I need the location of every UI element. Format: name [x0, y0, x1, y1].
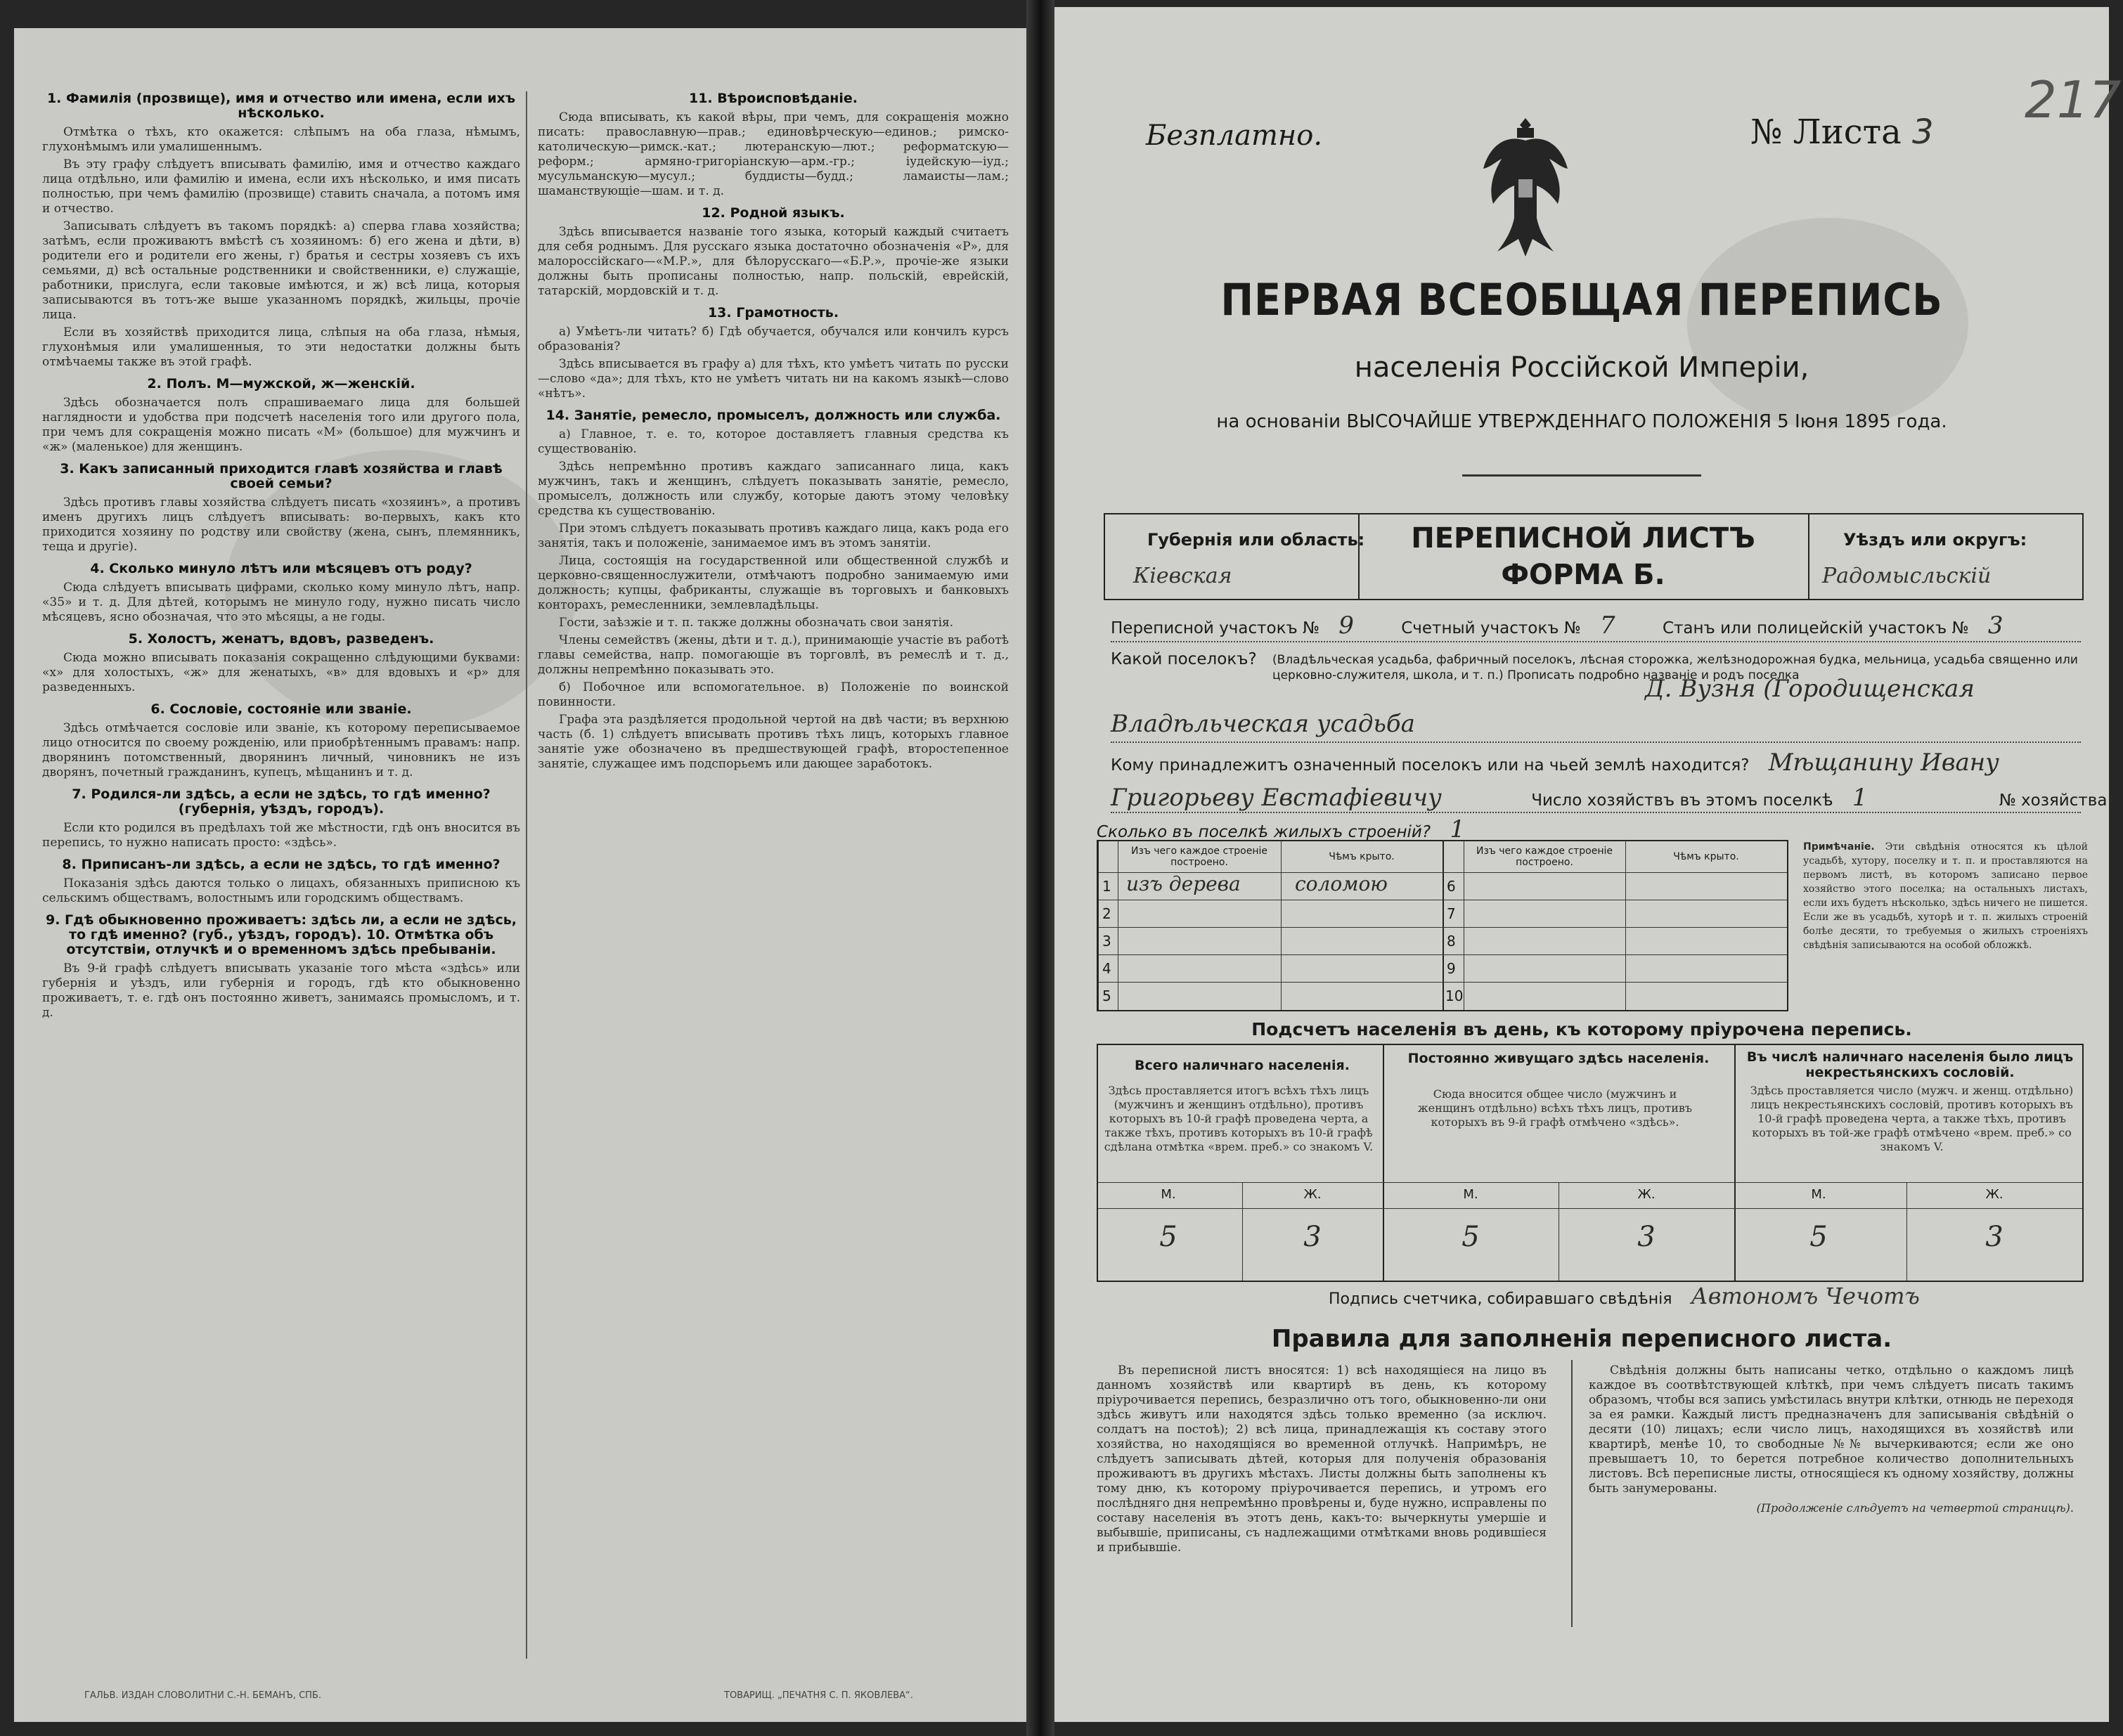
column-divider — [526, 91, 527, 1659]
instruction-paragraph: При этомъ слѣдуетъ показывать противъ каждаго лица, какъ рода его занятія, такъ и положеніе, занимаемое имъ въ этомъ занятіи. — [538, 522, 1009, 550]
row-number: 2 — [1102, 905, 1111, 922]
instruction-paragraph: а) Главное, т. е. то, которое доставляетъ главныя средства къ существованію. — [538, 427, 1009, 456]
instruction-heading: 11. Вѣроисповѣданіе. — [688, 91, 858, 106]
building-1-roof: соломою — [1295, 872, 1388, 895]
female-label: Ж. — [1985, 1187, 2003, 1202]
instruction-paragraph: Члены семействъ (жены, дѣти и т. д.), принимающіе участіе въ работѣ главы семейства, напр. помогающіе въ торговлѣ, въ ремеслѣ и т. д., должны непремѣнно показывать это. — [538, 633, 1009, 677]
present-female-count: 3 — [1303, 1221, 1322, 1253]
instruction-paragraph: Если кто родился въ предѣлахъ той же мѣстности, гдѣ онъ вносится въ перепись, то нужно написать просто: «здѣсь». — [42, 821, 520, 850]
roof-header: Чѣмъ крыто. — [1673, 851, 1739, 862]
table-row-line — [1098, 1182, 2082, 1183]
census-area-row — [1111, 611, 2003, 640]
row-number: 5 — [1102, 987, 1111, 1004]
instruction-paragraph: б) Побочное или вспомогательное. в) Положеніе по воинской повинности. — [538, 680, 1009, 709]
instruction-paragraph: Здѣсь непремѣнно противъ каждаго записаннаго лица, какъ мужчинъ, такъ и женщинъ, слѣдуетъ показывать занятіе, ремесло, промыселъ, должность или службу, которые даютъ этому человѣку средства къ существованію. — [538, 460, 1009, 518]
instructions-page — [14, 28, 1028, 1722]
table-col-line — [1734, 1045, 1736, 1281]
instructions-column-left — [42, 84, 520, 1023]
table-row-line — [1443, 927, 1787, 928]
instruction-heading: 14. Занятіе, ремесло, промыселъ, должность или служба. — [546, 408, 1001, 423]
census-title: ПЕРВАЯ ВСЕОБЩАЯ ПЕРЕПИСЬ — [1220, 274, 1943, 325]
row-number: 8 — [1447, 933, 1456, 950]
instruction-paragraph: Если въ хозяйствѣ приходится лица, слѣпыя на оба глаза, нѣмыя, глухонѣмыя или умалишенныя, то эти недостатки должны быть отмѣчаемы также въ этой графѣ. — [42, 325, 520, 369]
instruction-heading: 2. Полъ. М—мужской, ж—женскій. — [147, 376, 415, 391]
count-area-value: 7 — [1600, 611, 1615, 640]
table-row-line — [1098, 1208, 2082, 1209]
instruction-paragraph: Здѣсь противъ главы хозяйства слѣдуетъ писать «хозяинъ», а противъ именъ другихъ лицъ слѣдуетъ вписывать: во-первыхъ, какъ кто приходится хозяину по родству или свойству (жена, сынъ, племянникъ, теща и другіе). — [42, 495, 520, 554]
row-number: 10 — [1445, 987, 1464, 1004]
table-row-line — [1098, 927, 1443, 928]
instruction-heading: 3. Какъ записанный приходится главѣ хозяйства и главѣ своей семьи? — [60, 461, 503, 491]
dotted-line — [1111, 812, 2081, 813]
instruction-paragraph: Сюда слѣдуетъ вписывать цифрами, сколько кому минуло лѣтъ, напр. «35» и т. д. Для дѣтей, которымъ не минуло году, нужно писать число мѣсяцевъ, ясно обозначая, что это мѣсяцы, а не годы. — [42, 581, 520, 624]
instruction-heading: 8. Приписанъ-ли здѣсь, а если не здѣсь, то гдѣ именно? — [62, 857, 501, 872]
instruction-paragraph: Сюда вписывать, къ какой вѣры, при чемъ, для сокращенія можно писать: православную—прав.; единовѣрческую—единов.; римско-католическую—римск.-кат.; лютеранскую—лют.; реформатскую—реформ.; армяно-григоріанскую—арм.-гр.; іудейскую—іуд.; мусульманскую—мусул.; буддисты—будд.; ламаисты—лам.; шаманствующіе—шам. и т. д. — [538, 110, 1009, 198]
printer-imprint-right: ТОВАРИЩ. „ПЕЧАТНЯ С. П. ЯКОВЛЕВА“. — [724, 1690, 913, 1701]
rules-title: Правила для заполненія переписного листа. — [1271, 1325, 1892, 1353]
instruction-paragraph: Сюда можно вписывать показанія сокращенно слѣдующими буквами: «х» для холостыхъ, «ж» для женатыхъ, «в» для вдовыхъ и «р» для разведенныхъ. — [42, 651, 520, 694]
owner-value: Мѣщанину Ивану — [1768, 749, 1999, 777]
table-border — [1098, 841, 1099, 1010]
settlement-value-line-2: Владѣльческая усадьба — [1111, 710, 1415, 738]
signature-value: Автономъ Чечотъ — [1691, 1283, 1920, 1309]
instruction-paragraph: Гости, заѣзжіе и т. п. также должны обозначать свои занятія. — [559, 616, 954, 630]
printer-imprint-left: ГАЛЬВ. ИЗДАН СЛОВОЛИТНИ С.-Н. БЕМАНЪ, СПБ. — [84, 1690, 321, 1701]
table-col-line — [1383, 1045, 1384, 1281]
material-header: Изъ чего каждое строеніе построено. — [1130, 846, 1268, 868]
instruction-paragraph: Отмѣтка о тѣхъ, кто окажется: слѣпымъ на оба глаза, нѣмымъ, глухонѣмымъ или умалишеннымъ. — [42, 125, 520, 154]
form-title-line-1: ПЕРЕПИСНОЙ ЛИСТЪ — [1411, 522, 1755, 555]
table-col-line — [1281, 841, 1282, 1010]
present-population-body: Здѣсь проставляется итогъ всѣхъ тѣхъ лицъ (мужчинъ и женщинъ отдѣльно), противъ которыхъ въ 10-й графѣ проведена черта, а также тѣхъ, противъ которыхъ въ 10-й графѣ сдѣлана отмѣтка «врем. преб.» со знакомъ V. — [1104, 1084, 1374, 1153]
roof-header: Чѣмъ крыто. — [1329, 851, 1395, 862]
instruction-paragraph: Записывать слѣдуетъ въ такомъ порядкѣ: а) сперва глава хозяйства; затѣмъ, если проживаютъ вмѣстѣ съ хозяиномъ: б) его жена и дѣти, в) родители его и родители его жены, г) братья и сестры хозяевъ съ ихъ семьями, д) всѣ остальные родственники и свойственники, е) служащіе, работники, прислуга, если таковые имѣются, и ж) всѣ лица, которыя записываются въ тотъ-же выше указанномъ порядкѣ, жильцы, прочіе лица. — [42, 219, 520, 322]
form-header-divider — [1808, 514, 1809, 599]
rules-continuation-note: (Продолженіе слѣдуетъ на четвертой страницѣ). — [1756, 1501, 2074, 1515]
non-peasant-male-count: 5 — [1809, 1221, 1828, 1253]
buildings-row — [1097, 815, 1465, 843]
police-area-value: 3 — [1987, 611, 2003, 640]
row-number: 1 — [1102, 878, 1111, 895]
settlement-value-line-1: Д. Вузня (Городищенская — [1645, 675, 1975, 703]
settlement-value — [1645, 675, 1975, 703]
free-label: Безплатно. — [1146, 119, 1323, 152]
resident-population-body: Сюда вносится общее число (мужчинъ и женщинъ отдѣльно) всѣхъ тѣхъ лицъ, противъ которыхъ въ 9-й графѣ отмѣчено «здѣсь». — [1417, 1087, 1693, 1129]
row-number: 7 — [1447, 905, 1456, 922]
form-header-divider — [1358, 514, 1360, 599]
instruction-heading: 12. Родной языкъ. — [702, 205, 845, 221]
row-number: 3 — [1102, 933, 1111, 950]
book-gutter — [1026, 0, 1054, 1736]
count-area-label: Счетный участокъ № — [1401, 619, 1581, 637]
sheet-number-value: 3 — [1912, 112, 1934, 152]
dotted-line — [1111, 741, 2081, 743]
table-col-line — [1625, 841, 1626, 1010]
archive-page-number: 217 — [2025, 70, 2122, 129]
instruction-heading: 9. Гдѣ обыкновенно проживаетъ: здѣсь ли, а если не здѣсь, то гдѣ именно? (губ., уѣздъ, городъ). 10. Отмѣтка объ отсутствіи, отлучкѣ и о временномъ здѣсь пребываніи. — [46, 912, 517, 957]
instruction-heading: 6. Сословіе, состояніе или званіе. — [150, 701, 412, 717]
table-border — [1443, 841, 1444, 1010]
census-legal-basis: на основаніи ВЫСОЧАЙШЕ УТВЕРЖДЕННАГО ПОЛОЖЕНІЯ 5 Іюня 1895 года. — [1216, 411, 1947, 432]
female-label: Ж. — [1637, 1187, 1656, 1202]
table-row-line — [1443, 872, 1787, 873]
double-headed-eagle-emblem-icon — [1476, 112, 1575, 260]
rules-left-text: Въ переписной листъ вносятся: 1) всѣ находящіеся на лицо въ данномъ хозяйствѣ или квартирѣ въ день, къ которому пріурочивается перепись, безразлично отъ того, обыкновенно-ли они здѣсь живутъ или находятся здѣсь только временно (за исключ. солдатъ на постоѣ); 2) всѣ лица, принадлежащія къ составу этого хозяйства, но находящіяся во временной отлучкѣ. Напримѣръ, не слѣдуетъ записывать дѣтей, которыя для полученія образованія проживаютъ въ другихъ мѣстахъ. Листы должны быть заполнены къ тому дню, къ которому пріурочивается перепись, и утромъ его послѣдняго дня непремѣнно провѣрены и, буде нужно, исправлены по составу населенія въ этотъ день, какъ-то: вычеркнуты умершіе и выбывшіе, приписаны, съ надлежащими отмѣтками вновь родившіеся и прибывшіе. — [1097, 1363, 1547, 1555]
row-number: 6 — [1447, 878, 1456, 895]
owner-row — [1111, 749, 1999, 777]
table-row-line — [1098, 954, 1443, 955]
instruction-paragraph: Графа эта раздѣляется продольной чертой на двѣ части; въ верхнюю часть (б. 1) слѣдуетъ вписывать противъ тѣхъ лицъ, которыхъ главное занятіе уже обозначено въ предшествующей графѣ, второстепенное занятіе, служащее имъ подспорьемъ или дающее заработокъ. — [538, 713, 1009, 771]
census-area-value: 9 — [1338, 611, 1354, 640]
households-label: Число хозяйствъ въ этомъ поселкѣ — [1531, 791, 1833, 810]
instruction-paragraph: Въ 9-й графѣ слѣдуетъ вписывать указаніе того мѣста «здѣсь» или губернія и уѣздъ, или губернія и городъ, гдѣ кто обыкновенно проживаетъ, т. е. гдѣ онъ постоянно живетъ, занимаясь промысломъ, и т. д. — [42, 961, 520, 1020]
male-label: М. — [1811, 1187, 1826, 1202]
present-male-count: 5 — [1159, 1221, 1177, 1253]
settlement-hint: (Владѣльческая усадьба, фабричный поселокъ, лѣсная сторожка, желѣзнодорожная будка, мельница, усадьба священно или церковно-служителя, школа, и т. п.) Прописать подробно названіе и родъ поселка — [1272, 653, 2078, 682]
male-label: М. — [1161, 1187, 1176, 1202]
province-label: Губернія или область: — [1147, 530, 1365, 550]
non-peasant-body: Здѣсь проставляется число (мужч. и женщ. отдѣльно) лицъ некрестьянскихъ сословій, противъ которыхъ въ 10-й графѣ проведена черта, а также тѣхъ, противъ которыхъ въ той-же графѣ отмѣчено «врем. преб.» со знакомъ V. — [1750, 1084, 2074, 1153]
province-value: Кіевская — [1133, 564, 1232, 588]
census-area-label: Переписной участокъ № — [1111, 619, 1319, 637]
row-number: 4 — [1102, 960, 1111, 977]
buildings-table-left-half — [1098, 841, 1443, 1010]
table-row-line — [1443, 954, 1787, 955]
table-row-line — [1443, 982, 1787, 983]
non-peasant-header: Въ числѣ наличнаго населенія было лицъ некрестьянскихъ сословій. — [1746, 1049, 2074, 1080]
buildings-table — [1097, 840, 1788, 1011]
instruction-heading: 7. Родился-ли здѣсь, а если не здѣсь, то гдѣ именно? (губернія, уѣздъ, городъ). — [72, 786, 491, 817]
instruction-heading: 4. Сколько минуло лѣтъ или мѣсяцевъ отъ роду? — [90, 561, 472, 576]
signature-label: Подпись счетчика, собиравшаго свѣдѣнія — [1329, 1290, 1672, 1308]
row-number: 9 — [1447, 960, 1456, 977]
form-title-line-2: ФОРМА Б. — [1501, 559, 1665, 591]
rules-column-left — [1097, 1363, 1547, 1558]
sheet-number — [1750, 112, 1934, 152]
district-value: Радомысльскій — [1822, 564, 1992, 588]
rules-divider — [1571, 1360, 1573, 1627]
table-subcol-line — [1242, 1182, 1243, 1281]
police-area-label: Станъ или полицейскій участокъ № — [1662, 619, 1969, 637]
form-header-box — [1104, 513, 2084, 600]
material-header: Изъ чего каждое строеніе построено. — [1476, 846, 1613, 868]
table-subcol-line — [1906, 1182, 1907, 1281]
buildings-value: 1 — [1450, 815, 1466, 843]
note-text: Эти свѣдѣнія относятся къ цѣлой усадьбѣ, хутору, поселку и т. п. и проставляются на первомъ листѣ, въ которомъ записано первое хозяйство этого поселка; на остальныхъ листахъ, если ихъ будетъ нѣсколько, здѣсь ничего не пишется. Если же въ усадьбѣ, хуторѣ и т. п. жилыхъ строеній болѣе десяти, то требуемыя о жилыхъ строеніяхъ свѣдѣнія записываются на особой обложкѣ. — [1803, 841, 2088, 951]
resident-male-count: 5 — [1461, 1221, 1480, 1253]
owner-label: Кому принадлежитъ означенный поселокъ или на чьей землѣ находится? — [1111, 756, 1750, 775]
instruction-heading: 13. Грамотность. — [707, 305, 839, 320]
dotted-line — [1111, 641, 2081, 642]
district-label: Уѣздъ или округъ: — [1843, 530, 2027, 550]
buildings-label: Сколько въ поселкѣ жилыхъ строеній? — [1097, 823, 1431, 841]
resident-female-count: 3 — [1637, 1221, 1656, 1253]
instructions-column-right — [538, 84, 1009, 775]
title-rule — [1462, 474, 1701, 477]
rules-right-text: Свѣдѣнія должны быть написаны четко, отдѣльно о каждомъ лицѣ каждое въ соотвѣтствующей клѣткѣ, при чемъ слѣдуетъ писать такимъ образомъ, чтобы вся запись умѣстилась внутри клѣтки, отнюдь не переходя за ея рамки. Каждый листъ предназначенъ для записыванія свѣдѣній о десяти (10) лицахъ; если число лицъ, находящихся въ хозяйствѣ или квартирѣ, менѣе 10, то свободные №№ вычеркиваются; если же оно превышаетъ 10, то берется потребное количество дополнительныхъ листовъ. Всѣ переписные листы, относящіеся къ одному хозяйству, должны быть занумерованы. — [1589, 1363, 2074, 1496]
owner-row-2 — [1111, 784, 2107, 812]
instruction-paragraph: Въ эту графу слѣдуетъ вписывать фамилію, имя и отчество каждаго лица отдѣльно, или фамилію и имена, если ихъ нѣсколько, и имя писать полностью, при чемъ фамилію (прозвище) ставить сначала, а потомъ имя и отчество. — [42, 157, 520, 216]
instruction-paragraph: Здѣсь вписывается въ графу а) для тѣхъ, кто умѣетъ читать по русски—слово «да»; для тѣхъ, кто не умѣетъ читать ни на какомъ языкѣ—слово «нѣтъ». — [538, 357, 1009, 401]
population-count-table — [1097, 1044, 2084, 1282]
male-label: М. — [1463, 1187, 1478, 1202]
settlement-value-2 — [1111, 710, 1415, 738]
instruction-paragraph: Показанія здѣсь даются только о лицахъ, обязанныхъ приписною къ сельскимъ обществамъ, волостнымъ или городскимъ обществамъ. — [42, 876, 520, 905]
buildings-note — [1803, 840, 2088, 952]
instruction-heading: 5. Холостъ, женатъ, вдовъ, разведенъ. — [128, 631, 434, 647]
instruction-paragraph: Лица, состоящія на государственной или общественной службѣ и церковно-священнослужители, отмѣчаютъ подробно занимаемую ими должность; купцы, фабриканты, служащіе въ торговыхъ и банковыхъ конторахъ, ремесленники, землевладѣльцы. — [538, 554, 1009, 612]
population-count-title: Подсчетъ населенія въ день, къ которому пріурочена перепись. — [1251, 1019, 1912, 1039]
instruction-paragraph: Здѣсь вписывается названіе того языка, который каждый считаетъ для себя роднымъ. Для русскаго языка достаточно обозначенія «Р», для малороссійскаго—«М.Р.», для бѣлорусскаго—«Б.Р.», прочіе-же языки должны быть прописаны полностью, напр. польскій, еврейскій, татарскій, мордовскій и т. д. — [538, 225, 1009, 298]
instruction-paragraph: Здѣсь обозначается полъ спрашиваемаго лица для большей наглядности и удобства при подсчетѣ населенія того или другого пола, при чемъ для сокращенія можно писать «М» (большое) для мужчинъ и «ж» (маленькое) для женщинъ. — [42, 396, 520, 454]
enumerator-signature-row — [1329, 1283, 1920, 1309]
non-peasant-female-count: 3 — [1985, 1221, 2003, 1253]
settlement-label: Какой поселокъ? — [1111, 650, 1257, 668]
resident-population-header: Постоянно живущаго здѣсь населенія. — [1407, 1051, 1710, 1066]
rules-column-right — [1589, 1363, 2074, 1515]
census-subtitle: населенія Россійской Имперіи, — [1354, 351, 1809, 384]
household-number-label: № хозяйства — [1999, 791, 2108, 810]
form-title — [1386, 520, 1780, 593]
table-row-line — [1098, 982, 1443, 983]
sheet-number-label: № Листа — [1750, 112, 1902, 152]
note-label: Примѣчаніе. — [1803, 841, 1875, 853]
instruction-heading: 1. Фамилія (прозвище), имя и отчество или имена, если ихъ нѣсколько. — [46, 91, 516, 121]
building-1-material: изъ дерева — [1126, 872, 1241, 895]
instruction-paragraph: а) Умѣетъ-ли читать? б) Гдѣ обучается, обучался или кончилъ курсъ образованія? — [538, 325, 1009, 354]
census-form-page — [1054, 7, 2122, 1722]
buildings-table-right-half — [1443, 841, 1787, 1010]
female-label: Ж. — [1303, 1187, 1322, 1202]
households-value: 1 — [1852, 784, 1868, 812]
settlement-row — [1111, 650, 1257, 668]
present-population-header: Всего наличнаго населенія. — [1135, 1058, 1350, 1073]
instruction-paragraph: Здѣсь отмѣчается сословіе или званіе, къ которому переписываемое лицо относится по своему рожденію, или приобрѣтеннымъ правамъ: напр. дворянинъ потомственный, дворянинъ личный, чиновникъ не изъ дворянъ, почетный гражданинъ, купецъ, мѣщанинъ и т. д. — [42, 721, 520, 779]
owner-value-2: Григорьеву Евстафіевичу — [1111, 784, 1442, 812]
